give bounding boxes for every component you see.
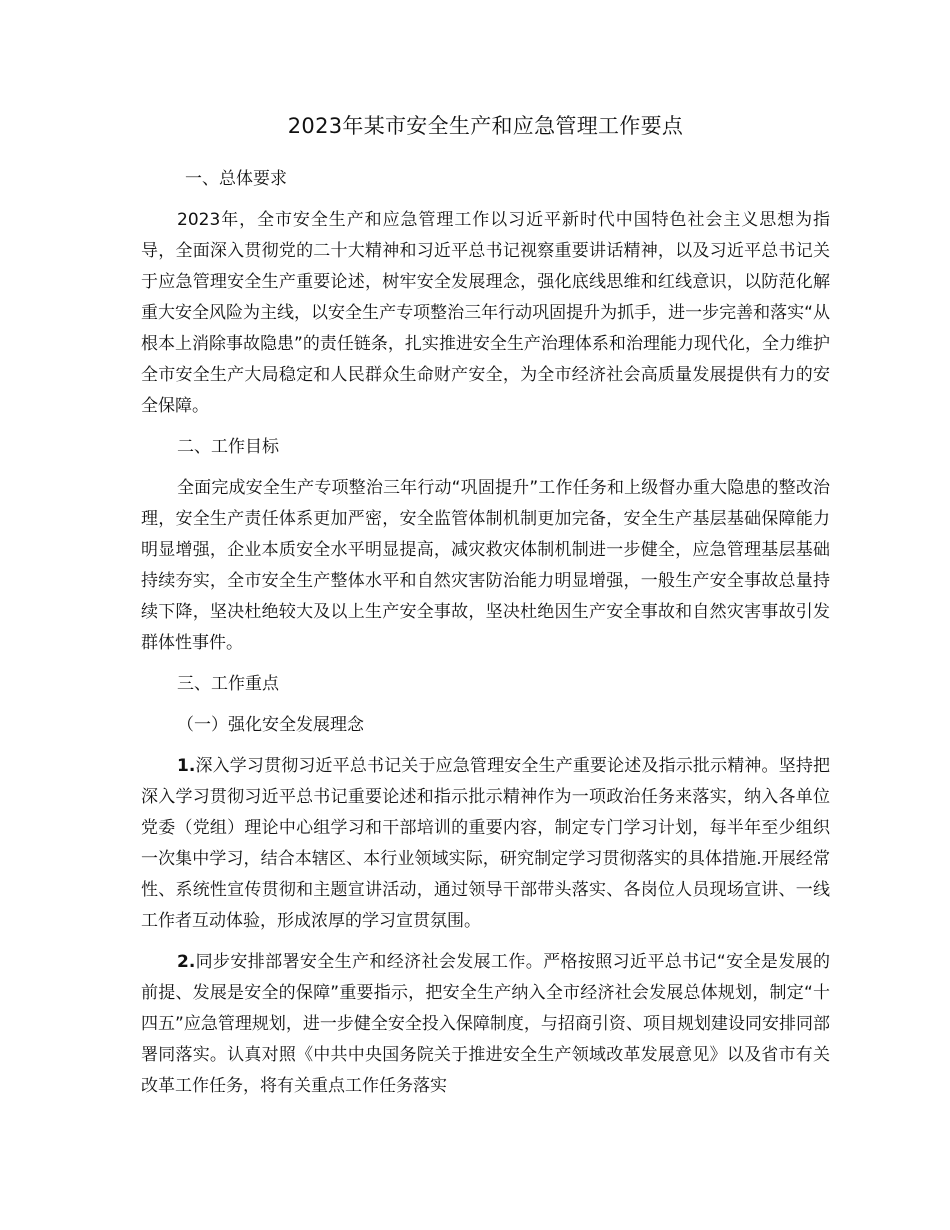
- section-heading-work-priorities: 三、工作重点: [177, 674, 279, 694]
- paragraph-general-requirements: 2023年，全市安全生产和应急管理工作以习近平新时代中国特色社会主义思想为指导，全面深入贯彻党的二十大精神和习近平总书记视察重要讲话精神，以及习近平总书记关于应急管理安全生产重要论述，树牢安全发展理念，强化底线思维和红线意识，以防范化解重大安全风险为主线，以安全生产专项整治三年行动巩固提升为抓手，进一步完善和落实“从根本上消除事故隐患”的责任链条，扎实推进安全生产治理体系和治理能力现代化，全力维护全市安全生产大局稳定和人民群众生命财产安全，为全市经济社会高质量发展提供有力的安全保障。: [141, 210, 830, 416]
- item-number: 1.: [177, 756, 196, 776]
- subsection-heading-safety-concept: （一）强化安全发展理念: [177, 715, 364, 735]
- paragraph-item-2: [141, 947, 830, 1102]
- section-heading-general-requirements: 一、总体要求: [185, 169, 287, 189]
- document-title: 2023年某市安全生产和应急管理工作要点: [287, 114, 684, 138]
- item-body: 深入学习贯彻习近平总书记关于应急管理安全生产重要论述及指示批示精神。坚持把深入学习贯彻习近平总书记重要论述和指示批示精神作为一项政治任务来落实，纳入各单位党委（党组）理论中心组学习和干部培训的重要内容，制定专门学习计划，每半年至少组织一次集中学习，结合本辖区、本行业领域实际，研究制定学习贯彻落实的具体措施.开展经常性、系统性宣传贯彻和主题宣讲活动，通过领导干部带头落实、各岗位人员现场宣讲、一线工作者互动体验，形成浓厚的学习宣贯氛围。: [141, 756, 830, 931]
- paragraph-item-1: [141, 751, 830, 937]
- section-heading-work-goals: 二、工作目标: [177, 437, 279, 457]
- item-body: 同步安排部署安全生产和经济社会发展工作。严格按照习近平总书记“安全是发展的前提、发展是安全的保障”重要指示，把安全生产纳入全市经济社会发展总体规划，制定“十四五”应急管理规划，进一步健全安全投入保障制度，与招商引资、项目规划建设同安排同部署同落实。认真对照《中共中央国务院关于推进安全生产领域改革发展意见》以及省市有关改革工作任务，将有关重点工作任务落实: [141, 952, 830, 1096]
- paragraph-work-goals: 全面完成安全生产专项整治三年行动“巩固提升”工作任务和上级督办重大隐患的整改治理，安全生产责任体系更加严密，安全监管体制机制更加完备，安全生产基层基础保障能力明显增强，企业本质安全水平明显提高，减灾救灾体制机制进一步健全，应急管理基层基础持续夯实，全市安全生产整体水平和自然灾害防治能力明显增强，一般生产安全事故总量持续下降，坚决杜绝较大及以上生产安全事故，坚决杜绝因生产安全事故和自然灾害事故引发群体性事件。: [141, 478, 830, 653]
- item-number: 2.: [177, 952, 196, 972]
